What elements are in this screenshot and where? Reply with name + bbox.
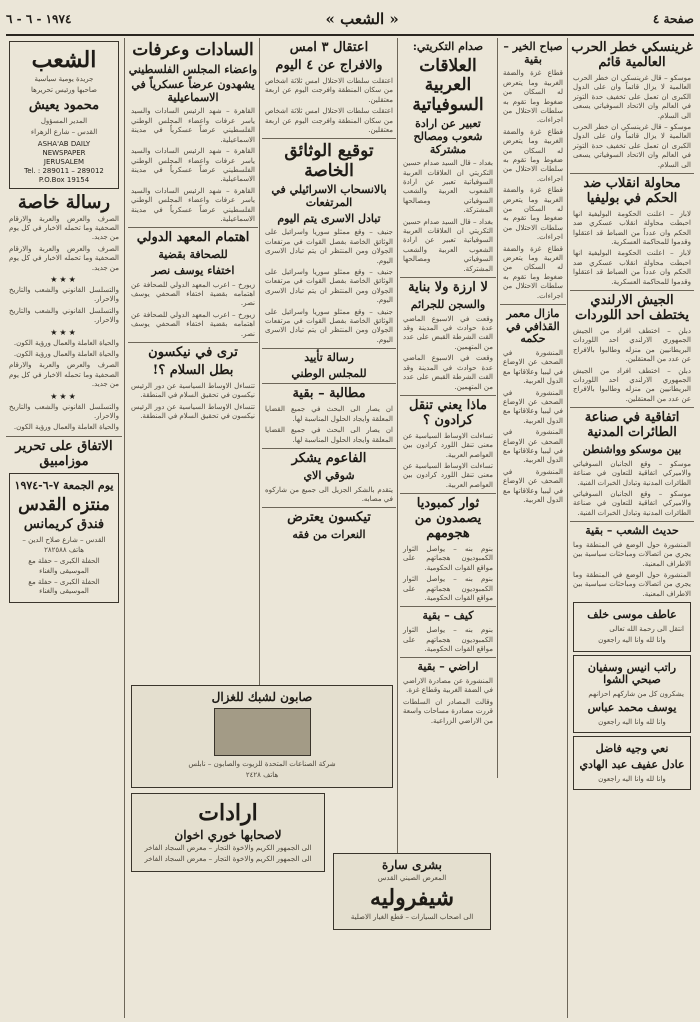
article-text: جنيف – وقع ممثلو سوريا واسرائيل على الوثائق الخاصة بفصل القوات في مرتفعات الجولان ومن المنتظر ان يتم تبادل الاسرى اليوم. (265, 267, 393, 305)
headline-sadat-arafat: السادات وعرفات (132, 40, 254, 60)
article-text: زيورخ – اعرب المعهد الدولي للصحافة عن اهتمامه بقضية اختفاء الصحفي يوسف نصر. (131, 280, 255, 308)
obituary-title: نعي وجيه فاضل (595, 742, 669, 756)
article-text: والحياة العاملة والعمال ورؤية الكون. (13, 338, 119, 347)
obituary-name: يوسف محمد عباس (587, 701, 677, 715)
article-text: اعتقلت سلطات الاحتلال امس ثلاثة اشخاص من سكان المنطقة وافرجت اليوم عن اربعة معتقلين. (265, 107, 393, 134)
car-brand-logo: شيفروليه (369, 885, 455, 912)
divider (570, 290, 694, 291)
article-text: المنشورة في الصحف عن الاوضاع في ليبيا وعلاقاتها مع الدول العربية. (503, 348, 563, 386)
carpets-text: الى الجمهور الكريم والاخوة التجار – معرض السجاد الفاخر (144, 844, 312, 852)
article-text: زيورخ – اعرب المعهد الدولي للصحافة عن اهتمامه بقضية اختفاء الصحفي يوسف نصر. (131, 310, 255, 338)
owner-name: محمود يعيش (28, 97, 100, 113)
subheadline-council: واعضاء المجلس الفلسطيني (128, 62, 258, 76)
article-text: دبلن – اختطف افراد من الجيش الجمهوري الارلندي احد اللوردات البريطانيين من منزله وطالبوا بالافراج عن عدد من المعتقلين. (573, 326, 691, 364)
headline-arab-soviet: العلاقات العربية السوفياتية (412, 55, 484, 115)
obituary-title: عاطف موسى خلف (587, 608, 677, 622)
article-text: والتسلسل القانوني والشعب والتاريخ والاحرار. (9, 402, 119, 421)
column-rule (397, 38, 398, 863)
divider (128, 342, 258, 343)
divider (500, 304, 566, 305)
article-text: لاباز – اعلنت الحكومة البوليفية انها احبطت محاولة انقلاب عسكري ضد الحكم وان عدداً من الضباط قد اعتقلوا وقدموا للمحاكمة العسكرية. (573, 209, 691, 247)
column-rule (497, 38, 498, 778)
cinema-hotel: فندق كريمانس (23, 517, 105, 533)
headline-mutalaba: مطالبة – بقية (292, 386, 366, 402)
headline-war-danger: غرينسكي خطر الحرب العالمية قائم (571, 40, 693, 70)
subheadline-arrests: والافراج عن ٤ اليوم (275, 57, 383, 73)
article-text: موسكو – قال غرينسكي ان خطر الحرب العالمية لا يزال قائماً وان على الدول الكبرى ان تعمل على تخفيف حدة التوتر في العالم وان الاتحاد السوفياتي يسعى الى السلام. (573, 73, 691, 120)
obituary-2 (573, 655, 691, 734)
cinema-text: الحفلة الكبرى – حفلة مع الموسيقى والغناء (28, 577, 100, 596)
article-text: موسكو – وقع الجانبان السوفياتي والاميركي اتفاقية للتعاون في صناعة الطائرات المدنية وتبادل الخبرات الفنية. (573, 489, 691, 517)
headline-arrests: اعتقال ٣ امس (289, 40, 369, 55)
stars-separator: ★★★ (50, 391, 78, 401)
column-title: رسالة خاصة (17, 191, 111, 213)
article-text: وقالت المصادر ان السلطات قررت مصادرة مساحات واسعة من الاراضي الزراعية. (403, 697, 493, 725)
article-text: الصرف والعرض والعربة والارقام الصحفية وما تحمله الاخبار في كل يوم من جديد. (9, 214, 119, 242)
carpets-logo: ارادات (198, 800, 258, 826)
carpets-ad (128, 790, 328, 1015)
soap-ad-title: صابون لشبك للغزال (211, 690, 313, 704)
subheadline-arab-soviet: تعبير عن ارادة شعوب ومصالح مشتركة (413, 117, 483, 156)
phone: Tel. : 289011 – 289012 (24, 166, 104, 175)
headline-documents: توقيع الوثائق الخاصة (284, 141, 374, 181)
headline-support: رسالة تأييد (304, 351, 354, 365)
article-text: المنشورة حول الوضع في المنطقة وما يجري من اتصالات ومباحثات سياسية بين الاطراف المعنية. (573, 540, 691, 568)
carpets-owner: لاصحابها خوري اخوان (174, 828, 282, 842)
info-line: القدس – شارع الزهراء (30, 128, 98, 137)
divider (128, 227, 258, 228)
subheadline-arza: والسجن للجرائم (410, 298, 486, 312)
subheadline-withdrawal: بالانسحاب الاسرائيلي في المرتفعات (271, 183, 387, 210)
obituary-close: وانا لله وانا اليه راجعون (598, 774, 666, 783)
article-text: ان يصار الى البحث في جميع القضايا المعلقة وايجاد الحلول المناسبة لها. (265, 426, 393, 444)
car-ad (330, 850, 494, 1015)
issue-date: ١٩٧٤ - ٦ - ٦ (6, 12, 72, 26)
headline-caradon: ماذا يعني تنقل كرادون ؟ (409, 397, 487, 428)
obituary-3 (573, 736, 691, 790)
headline-arza: لا ارزة ولا بناية (408, 280, 488, 296)
subheadline-aircraft: بين موسكو وواشنطن (582, 443, 682, 457)
cinema-date: يوم الجمعة ٧-٦-١٩٧٤ (14, 478, 114, 492)
cinema-address: القدس – شارع صلاح الدين – هاتف ٢٨٢٥٨٨ (22, 536, 106, 554)
car-ad-title: بشرى سارة (381, 858, 443, 872)
obituary-name: عادل عفيف عبد الهادي (579, 758, 685, 772)
article-text: ان يصار الى البحث في جميع القضايا المعلقة وايجاد الحلول المناسبة لها. (265, 405, 393, 423)
info-line: صاحبها ورئيس تحريرها (30, 86, 98, 95)
article-text: تتساءل الاوساط السياسية عن دور الرئيس نيكسون في تحقيق السلام في المنطقة. (131, 381, 255, 400)
car-ad-box (333, 853, 491, 930)
headline-gaddafi: مازال معمر القذافي في حكمه (506, 307, 560, 346)
subheadline-nixon-peace: بطل السلام ؟! (152, 362, 234, 378)
article-text: وقعت في الاسبوع الماضي عدة حوادث في المدينة وقد القت الشرطة القبض على عدد من المتهمين. (403, 354, 493, 391)
headline-aradi: اراضي – بقية (417, 660, 479, 674)
subheadline-yousef-nasr: اختفاء يوسف نصر (151, 263, 235, 277)
obituary-close: وانا لله وانا اليه راجعون (598, 718, 666, 726)
soap-ad-box (131, 685, 393, 788)
column-4 (262, 38, 396, 738)
article-text: بغداد – قال السيد صدام حسين التكريتي ان العلاقات العربية السوفياتية تعبير عن ارادة الشعوب العربية والشعب السوفياتي ومصالحها المشتركة. (403, 159, 493, 215)
obituary-1 (573, 602, 691, 651)
paper-name: الشعب (31, 47, 97, 73)
article-text: والحياة العاملة والعمال ورؤية الكون. (13, 350, 119, 359)
info-line: المدير المسؤول (40, 116, 88, 125)
headline-bolivia: محاولة انقلاب ضد الحكم في بوليفيا (583, 175, 681, 206)
article-text: موسكو – وقع الجانبان السوفياتي والاميركي اتفاقية للتعاون في صناعة الطائرات المدنية وتبادل الخبرات الفنية. (573, 459, 691, 487)
divider (400, 395, 496, 396)
headline-ira: الجيش الارلندي يختطف احد اللوردات (574, 293, 690, 323)
soap-ad-phone: هاتف ٢٤٢٨ (245, 771, 279, 780)
article-text: الصرف والعرض والعربة والارقام الصحفية وما تحمله الاخبار في كل يوم من جديد. (9, 361, 119, 389)
article-text: بنوم بنه – يواصل الثوار الكمبوديون هجماتهم على مواقع القوات الحكومية. (403, 575, 493, 603)
carpets-ad-box (131, 793, 325, 872)
car-ad-subtitle: المعرض الصيني القدس (377, 874, 447, 882)
article-text: قطاع غزة والضفة الغربية وما يتعرض له السكان من ضغوط وما تقوم به سلطات الاحتلال من اجراءات. (503, 244, 563, 300)
subheadline-nixon-objects: النعرات من فقه (292, 528, 366, 542)
divider (570, 407, 694, 408)
article-text: جنيف – وقع ممثلو سوريا واسرائيل على الوثائق الخاصة بفصل القوات في مرتفعات الجولان ومن المنتظر ان يتم تبادل الاسرى اليوم. (265, 307, 393, 344)
headline-nixon-peace: ترى في نيكسون (148, 345, 238, 360)
article-text: اعتقلت سلطات الاحتلال امس ثلاثة اشخاص من سكان المنطقة وافرجت اليوم عن اربعة معتقلين. (265, 76, 393, 104)
info-line: جريدة يومية سياسية (34, 75, 94, 83)
stars-separator: ★★★ (50, 275, 78, 284)
masthead-box (9, 41, 119, 189)
headline-sabah: صباح الخير – بقية (503, 40, 563, 66)
subheadline-press-institute: للصحافة بقضية (158, 248, 228, 262)
divider (400, 277, 496, 278)
divider (570, 521, 694, 522)
headline-cambodia: ثوار كمبوديا يصمدون من هجومهم (414, 496, 482, 542)
soap-ad (128, 682, 396, 780)
article-text: القاهرة – شهد الرئيس السادات والسيد ياسر عرفات واعضاء المجلس الوطني الفلسطيني عرضاً عسكرياً في مدينة الاسماعيلية. (131, 147, 255, 184)
article-text: المنشورة حول الوضع في المنطقة وما يجري من اتصالات ومباحثات سياسية بين الاطراف المعنية. (573, 571, 691, 598)
article-text: بغداد – قال السيد صدام حسين التكريتي ان العلاقات العربية السوفياتية تعبير عن ارادة الشعوب العربية والشعب السوفياتي ومصالحها المشتركة. (403, 217, 493, 273)
headline-mozambique: الاتفاق على تحرير موزامبيق (15, 438, 113, 469)
headline-saddam-label: صدام التكريتي: (412, 40, 484, 53)
subheadline-prisoners: تبادل الاسرى يتم اليوم (277, 211, 381, 225)
divider (262, 507, 396, 508)
article-text: المنشورة عن مصادرة الاراضي في الضفة الغربية وقطاع غزة. (403, 676, 493, 695)
headline-hadith: حديث الشعب – بقية (585, 524, 679, 538)
obituary-text: انتقل الى رحمة الله تعالى (609, 624, 684, 633)
headline-press-institute: اهتمام المعهد الدولي (136, 230, 250, 246)
article-text: الصرف والعرض والعربة والارقام الصحفية وما تحمله الاخبار في كل يوم من جديد. (9, 244, 119, 272)
cinema-text: الحفلة الكبرى – حفلة مع الموسيقى والغناء (28, 557, 100, 575)
headline-aircraft: اتفاقية في صناعة الطائرات المدنية (584, 410, 680, 441)
car-ad-text: الى اصحاب السيارات – قطع الغيار الاصلية (350, 913, 474, 922)
stars-separator: ★★★ (50, 327, 78, 337)
divider (570, 173, 694, 174)
article-text: القاهرة – شهد الرئيس السادات والسيد ياسر عرفات واعضاء المجلس الوطني الفلسطيني عرضاً عسكرياً في مدينة الاسماعيلية. (131, 107, 255, 144)
english-city: JERUSALEM (43, 157, 85, 166)
english-name: ASHA'AB DAILY (37, 139, 91, 148)
headline-nixon-objects: تيكسون يعترض (287, 510, 371, 526)
article-text: دبلن – اختطف افراد من الجيش الجمهوري الارلندي احد اللوردات البريطانيين من منزله وطالبوا بالافراج عن عدد من المعتقلين. (573, 366, 691, 403)
divider (6, 436, 122, 437)
article-text: المنشورة في الصحف عن الاوضاع في ليبيا وعلاقاتها مع الدول العربية. (503, 388, 563, 425)
article-text: بنوم بنه – يواصل الثوار الكمبوديون هجماتهم على مواقع القوات الحكومية. (403, 626, 493, 653)
article-text: قطاع غزة والضفة الغربية وما يتعرض له السكان من ضغوط وما تقوم به سلطات الاحتلال من اجراءات. (503, 127, 563, 183)
divider (400, 493, 496, 494)
article-text: وقعت في الاسبوع الماضي عدة حوادث في المدينة وقد القت الشرطة القبض على عدد من المتهمين. (403, 314, 493, 351)
column-rule (567, 38, 568, 1018)
article-text: تساءلت الاوساط السياسية عن معنى تنقل اللورد كرادون بين العواصم العربية. (403, 431, 493, 459)
subheadline-parade: يشهدون عرضاً عسكرياً في الاسماعيلية (131, 78, 255, 104)
column-rule (259, 38, 260, 738)
page-number: صفحة ٤ (652, 12, 694, 26)
pobox: P.O.Box 19154 (38, 175, 90, 184)
cinema-ad (9, 473, 119, 603)
divider (262, 383, 396, 384)
page-header (6, 4, 694, 36)
masthead: « الشعب » (325, 10, 399, 28)
cinema-title: منتزه القدس (18, 495, 110, 516)
obituary-text: يشكرون كل من شاركهم احزانهم (588, 689, 684, 698)
headline-faoum: الفاعوم يشكر (291, 451, 367, 467)
column-3 (400, 38, 496, 863)
divider (262, 448, 396, 449)
article-text: بنوم بنه – يواصل الثوار الكمبوديون هجماتهم على مواقع القوات الحكومية. (403, 545, 493, 572)
article-text: تتساءل الاوساط السياسية عن دور الرئيس نيكسون في تحقيق السلام في المنطقة. (131, 402, 255, 421)
subheadline-faoum: شوقي الاي (303, 468, 355, 482)
article-text: القاهرة – شهد الرئيس السادات والسيد ياسر عرفات واعضاء المجلس الوطني الفلسطيني عرضاً عسكرياً في مدينة الاسماعيلية. (131, 186, 255, 223)
article-text: المنشورة في الصحف عن الاوضاع في ليبيا وعلاقاتها مع الدول العربية. (503, 467, 563, 505)
column-5 (128, 38, 258, 678)
column-rule (124, 38, 125, 1018)
article-text: تساءلت الاوساط السياسية عن معنى تنقل اللورد كرادون بين العواصم العربية. (403, 462, 493, 489)
article-text: لاباز – اعلنت الحكومة البوليفية انها احبطت محاولة انقلاب عسكري ضد الحكم وان عدداً من الضباط قد اعتقلوا وقدموا للمحاكمة العسكرية. (573, 249, 691, 286)
carpets-text: الى الجمهور الكريم والاخوة التجار – معرض السجاد الفاخر (144, 855, 312, 864)
article-text: والتسلسل القانوني والشعب والتاريخ والاحرار. (9, 306, 119, 325)
article-text: موسكو – قال غرينسكي ان خطر الحرب العالمية لا يزال قائماً وان على الدول الكبرى ان تعمل على تخفيف حدة التوتر في العالم وان الاتحاد السوفياتي يسعى الى السلام. (573, 122, 691, 169)
article-text: والتسلسل القانوني والشعب والتاريخ والاحرار. (9, 286, 119, 304)
english-type: NEWSPAPER (42, 148, 86, 157)
article-text: قطاع غزة والضفة الغربية وما يتعرض له السكان من ضغوط وما تقوم به سلطات الاحتلال من اجراءات. (503, 69, 563, 125)
left-sidebar (6, 38, 122, 1018)
article-text: والحياة العاملة والعمال ورؤية الكون. (13, 423, 119, 432)
divider (262, 348, 396, 349)
article-text: يتقدم بالشكر الجزيل الى جميع من شاركوه في مصابه. (265, 485, 393, 504)
headline-kayf: كيف – بقية (422, 609, 474, 623)
soap-bar-picture (214, 708, 311, 756)
obituary-title: راتب انيس وسفيان صبحي الشوا (587, 660, 677, 687)
divider (262, 138, 396, 139)
article-text: قطاع غزة والضفة الغربية وما يتعرض له السكان من ضغوط وما تقوم به سلطات الاحتلال من اجراءات. (503, 186, 563, 242)
article-text: جنيف – وقع ممثلو سوريا واسرائيل على الوثائق الخاصة بفصل القوات في مرتفعات الجولان ومن المنتظر ان يتم تبادل الاسرى اليوم. (265, 228, 393, 265)
subheadline-support: للمجلس الوطني (291, 366, 367, 380)
divider (400, 606, 496, 607)
divider (400, 657, 496, 658)
obituary-close: وانا لله وانا اليه راجعون (598, 636, 666, 645)
column-1 (570, 38, 694, 793)
soap-ad-subtitle: شركة الصناعات المتحدة للزيوت والصابون – نابلس (188, 760, 336, 768)
column-2 (500, 38, 566, 788)
article-text: المنشورة في الصحف عن الاوضاع في ليبيا وعلاقاتها مع الدول العربية. (503, 428, 563, 465)
